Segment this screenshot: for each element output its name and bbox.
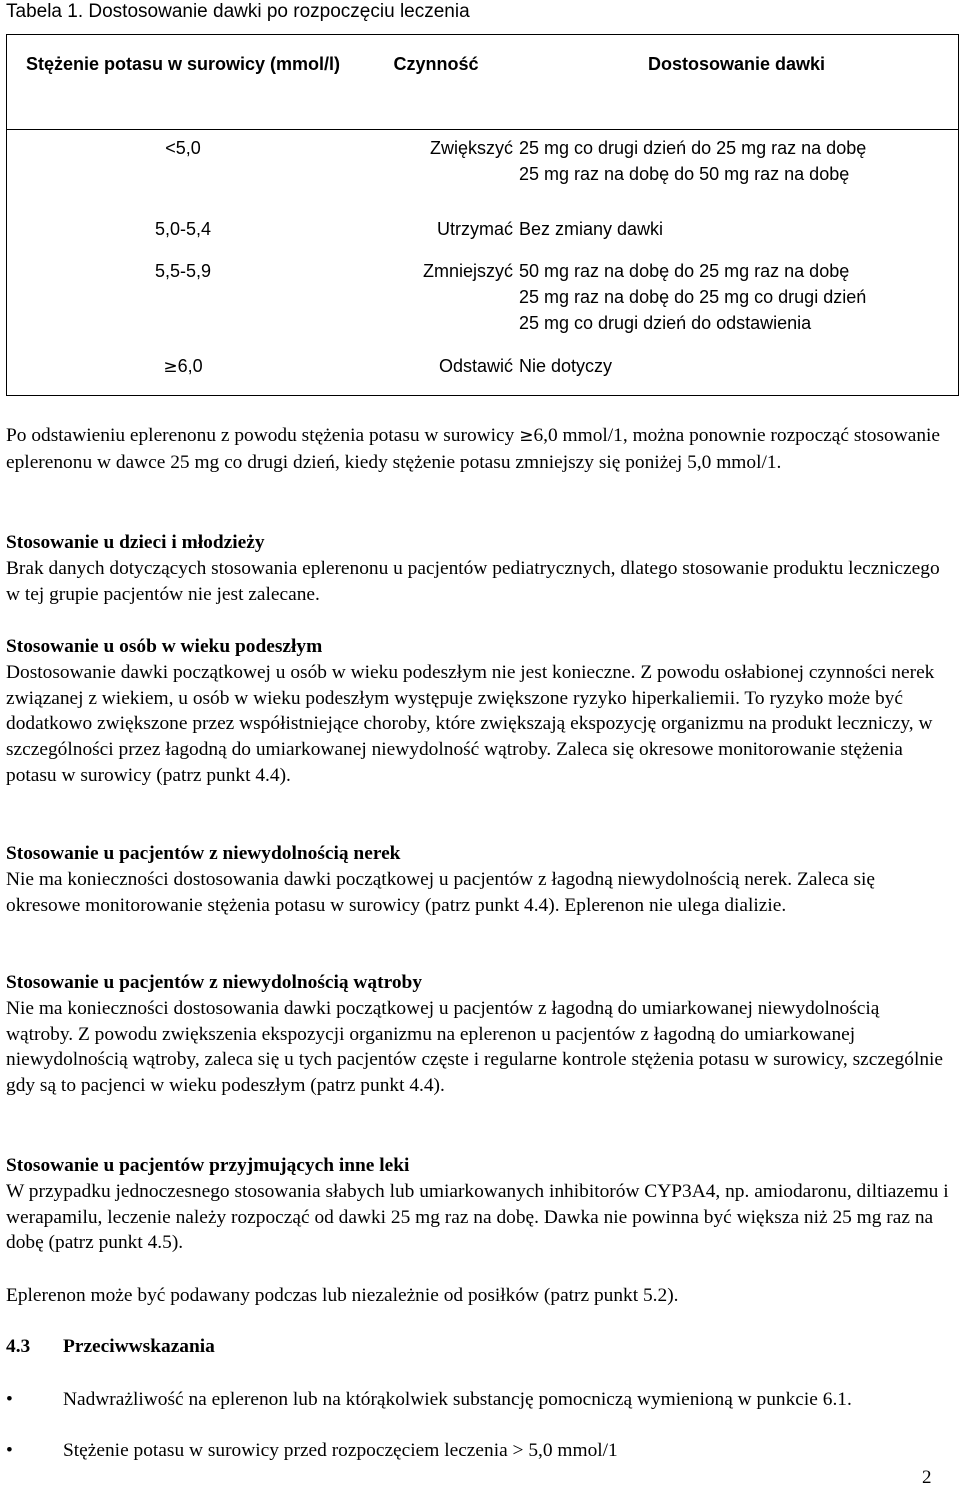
bullet-icon: •: [6, 1440, 13, 1461]
page-number: 2: [922, 1467, 932, 1488]
section-elderly: [6, 634, 951, 789]
section-body: W przypadku jednoczesnego stosowania słabych lub umiarkowanych inhibitorów CYP3A4, np. amiodaronu, diltiazemu i werapamilu, leczenie należy rozpocząć od dawki 25 mg raz na dobę. Dawka nie powinna być większa niż 25 mg raz na dobę (patrz punkt 4.5).: [6, 1180, 949, 1254]
section-body: Dostosowanie dawki początkowej u osób w wieku podeszłym nie jest konieczne. Z powodu osłabionej czynności nerek związanej z wiekiem, u osób w wieku podeszłym występuje zwiększone ryzyko hiperkaliemii. To ryzyko może być dodatkowo zwiększone przez współistniejące choroby, które zwiększają ekspozycję organizmu na produkt leczniczy, w szczególności przez łagodną do umiarkowanej niewydolność wątroby. Zaleca się okresowe monitorowanie stężenia potasu w surowicy (patrz punkt 4.4).: [6, 661, 935, 786]
table-row-4-action: Odstawić: [438, 356, 513, 376]
table-row-2-action: Utrzymać: [437, 219, 513, 239]
section-body: Brak danych dotyczących stosowania eplerenonu u pacjentów pediatrycznych, dlatego stosowanie produktu leczniczego w tej grupie pacjentów nie jest zalecane.: [6, 557, 940, 605]
table-row-2-potassium: 5,0-5,4: [154, 219, 212, 239]
section-body: Nie ma konieczności dostosowania dawki początkowej u pacjentów z łagodną niewydolnością nerek. Zaleca się okresowe monitorowanie stężenia potasu w surowicy (patrz punkt 4.4). Eplerenon nie ulega dializie.: [6, 868, 876, 916]
table-row-1-adjustment: 25 mg co drugi dzień do 25 mg raz na dobę 25 mg raz na dobę do 50 mg raz na dobę: [519, 138, 867, 184]
after-table-paragraph: Po odstawieniu eplerenonu z powodu stężenia potasu w surowicy ≥6,0 mmol/1, można ponownie rozpocząć stosowanie eplerenonu w dawce 25 mg co drugi dzień, kiedy stężenie potasu zmniejszy się poniżej 5,0 mmol/1.: [6, 425, 941, 473]
table-row-1-action: Zwiększyć: [429, 138, 513, 158]
section-heading: Stosowanie u osób w wieku podeszłym: [6, 636, 323, 657]
header-adjustment: Dostosowanie dawki: [647, 54, 826, 74]
section-renal: [6, 841, 951, 918]
header-action: Czynność: [393, 54, 479, 74]
table-caption: Tabela 1. Dostosowanie dawki po rozpoczęciu leczenia: [6, 1, 470, 22]
table-row-2-adjustment: Bez zmiany dawki: [519, 219, 664, 239]
section-heading: Stosowanie u pacjentów z niewydolnością nerek: [6, 843, 401, 864]
header-potassium: Stężenie potasu w surowicy (mmol/l): [25, 54, 341, 74]
dose-adjustment-table: [6, 34, 959, 396]
section-children: [6, 530, 951, 607]
section-other-drugs: [6, 1153, 951, 1256]
table-row-3-potassium: 5,5-5,9: [154, 261, 212, 281]
section-4-3-heading: 4.3 Przeciwwskazania: [6, 1336, 215, 1357]
table-row-4-potassium: ≥6,0: [163, 356, 203, 377]
section-heading: Stosowanie u pacjentów z niewydolnością wątroby: [6, 972, 423, 993]
table-row-4-adjustment: Nie dotyczy: [519, 356, 613, 376]
section-body: Nie ma konieczności dostosowania dawki początkowej u pacjentów z łagodną do umiarkowanej niewydolnością wątroby. Z powodu zwiększenia ekspozycji organizmu na eplerenon u pacjentów z łagodną do umiarkowanej niewydolnością wątroby, zaleca się u tych pacjentów częste i regularne kontrole stężenia potasu w surowicy, szczególnie gdy są to pacjenci w wieku podeszłym (patrz punkt 4.4).: [6, 997, 944, 1097]
table-row-3-adjustment: 50 mg raz na dobę do 25 mg raz na dobę 25 mg raz na dobę do 25 mg co drugi dzień 25 mg co drugi dzień do odstawienia: [519, 261, 867, 333]
table-row-1-potassium: <5,0: [165, 138, 201, 158]
document-page: Tabela 1. Dostosowanie dawki po rozpoczęciu leczenia Stężenie potasu w surowicy (mmol/l) Czynność Dostosowanie dawki <5,0 Zwiększyć 25 mg co drugi dzień do 25 mg raz na dobę 25 mg raz na dobę do 50 mg raz na dobę 5,0-5,4 Utrzymać Bez zmiany dawki 5,5-5,9 Zmniejszyć 50 mg raz na dobę do 25 mg raz na dobę 25 mg raz na dobę do 25 mg co drugi dzień 25 mg co drugi dzień do odstawienia ≥6,0 Odstawić Nie dotyczy Po odstawieniu eplerenonu z powodu stężenia potasu w surowicy ≥6,0 mmol/1, można ponownie rozpocząć stosowanie eplerenonu w dawce 25 mg co drugi dzień, kiedy stężenie potasu zmniejszy się poniżej 5,0 mmol/1. Stosowanie u dzieci i młodzieży Brak danych dotyczących stosowania eplerenonu u pacjentów pediatrycznych, dlatego stosowanie produktu leczniczego w tej grupie pacjentów nie jest zalecane. Stosowanie u osób w wieku podeszłym Dostosowanie dawki początkowej u osób w wieku podeszłym nie jest konieczne. Z powodu osłabionej czynności nerek związanej z wiekiem, u osób w wieku podeszłym występuje zwiększone ryzyko hiperkaliemii. To ryzyko może być dodatkowo zwiększone przez współistniejące choroby, które zwiększają ekspozycję organizmu na produkt leczniczy, w szczególności przez łagodną do umiarkowanej niewydolność wątroby. Zaleca się okresowe monitorowanie stężenia potasu w surowicy (patrz punkt 4.4). Stosowanie u pacjentów z niewydolnością nerek Nie ma konieczności dostosowania dawki początkowej u pacjentów z łagodną niewydolnością nerek. Zaleca się okresowe monitorowanie stężenia potasu w surowicy (patrz punkt 4.4). Eplerenon nie ulega dializie. Stosowanie u pacjentów z niewydolnością wątroby Nie ma konieczności dostosowania dawki początkowej u pacjentów z łagodną do umiarkowanej niewydolnością wątroby. Z powodu zwiększenia ekspozycji organizmu na eplerenon u pacjentów z łagodną do umiarkowanej niewydolnością wątroby, zaleca się u tych pacjentów częste i regularne kontrole stężenia potasu w surowicy, szczególnie gdy są to pacjenci w wieku podeszłym (patrz punkt 4.4). Stosowanie u pacjentów przyjmujących inne leki W przypadku jednoczesnego stosowania słabych lub umiarkowanych inhibitorów CYP3A4, np. amiodaronu, diltiazemu i werapamilu, leczenie należy rozpocząć od dawki 25 mg raz na dobę. Dawka nie powinna być większa niż 25 mg raz na dobę (patrz punkt 4.5). Eplerenon może być podawany podczas lub niezależnie od posiłków (patrz punkt 5.2). 4.3 Przeciwwskazania • Nadwrażliwość na eplerenon lub na którąkolwiek substancję pomocniczą wymienioną w punkcie 6.1. • Stężenie potasu w surowicy przed rozpoczęciem leczenia > 5,0 mmol/1 2: [0, 0, 960, 1485]
section-hepatic: [6, 970, 951, 1099]
bullet-icon: •: [6, 1389, 13, 1410]
food-note: Eplerenon może być podawany podczas lub niezależnie od posiłków (patrz punkt 5.2).: [6, 1285, 679, 1306]
table-row-3-action: Zmniejszyć: [422, 261, 513, 281]
section-heading: Stosowanie u pacjentów przyjmujących inne leki: [6, 1155, 410, 1176]
section-heading: Stosowanie u dzieci i młodzieży: [6, 532, 265, 553]
